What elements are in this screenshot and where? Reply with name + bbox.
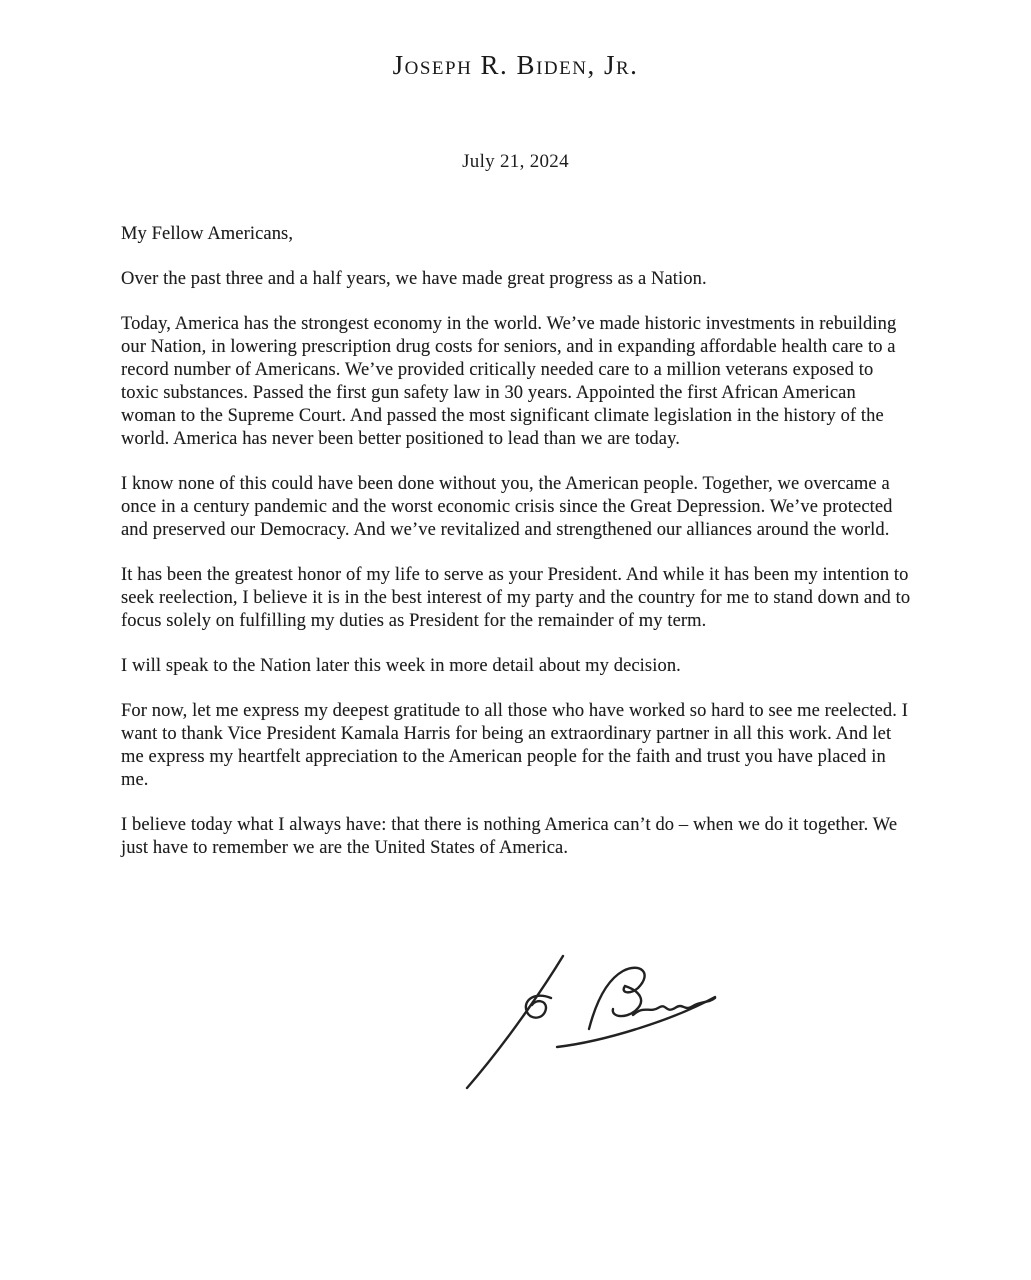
paragraph-economy-accomplishments: Today, America has the strongest economy in the world. We’ve made historic investments in rebuilding our Nation, in lowering prescription drug costs for seniors, and in expanding affordable health care to a record number of Americans. We’ve provided critically needed care to a million veterans exposed to toxic substances. Passed the first gun safety law in 30 years. Appointed the first African American woman to the Supreme Court. And passed the most significant climate legislation in the history of the world. America has never been better positioned to lead than we are today. — [121, 314, 897, 449]
paragraph-closing-belief: I believe today what I always have: that there is nothing America can’t do – when we do it together. We just have to remember we are the United States of America. — [121, 815, 898, 858]
salutation: My Fellow Americans, — [121, 224, 294, 244]
paragraph-american-people: I know none of this could have been done without you, the American people. Together, we overcame a once in a century pandemic and the worst economic crisis since the Great Depression. We’ve protected and preserved our Democracy. And we’ve revitalized and strengthened our alliances around the world. — [121, 474, 893, 540]
paragraph-gratitude-harris: For now, let me express my deepest gratitude to all those who have worked so hard to see me reelected. I want to thank Vice President Kamala Harris for being an extraordinary partner in all this work. And let me express my heartfelt appreciation to the American people for the faith and trust you have placed in me. — [121, 701, 908, 790]
paragraph-speak-to-nation: I will speak to the Nation later this week in more detail about my decision. — [121, 656, 681, 676]
paragraph-stand-down: It has been the greatest honor of my life to serve as your President. And while it has been my intention to seek reelection, I believe it is in the best interest of my party and the country for me to stand down and to focus solely on fulfilling my duties as President for the remainder of my term. — [121, 565, 911, 631]
joe-biden-signature-icon — [437, 950, 737, 1092]
signature-block — [437, 950, 737, 1092]
paragraph-progress: Over the past three and a half years, we have made great progress as a Nation. — [121, 269, 707, 289]
letter-body — [121, 223, 911, 860]
letter-date: July 21, 2024 — [462, 151, 569, 172]
letterhead-name: Joseph R. Biden, Jr. — [392, 50, 639, 80]
